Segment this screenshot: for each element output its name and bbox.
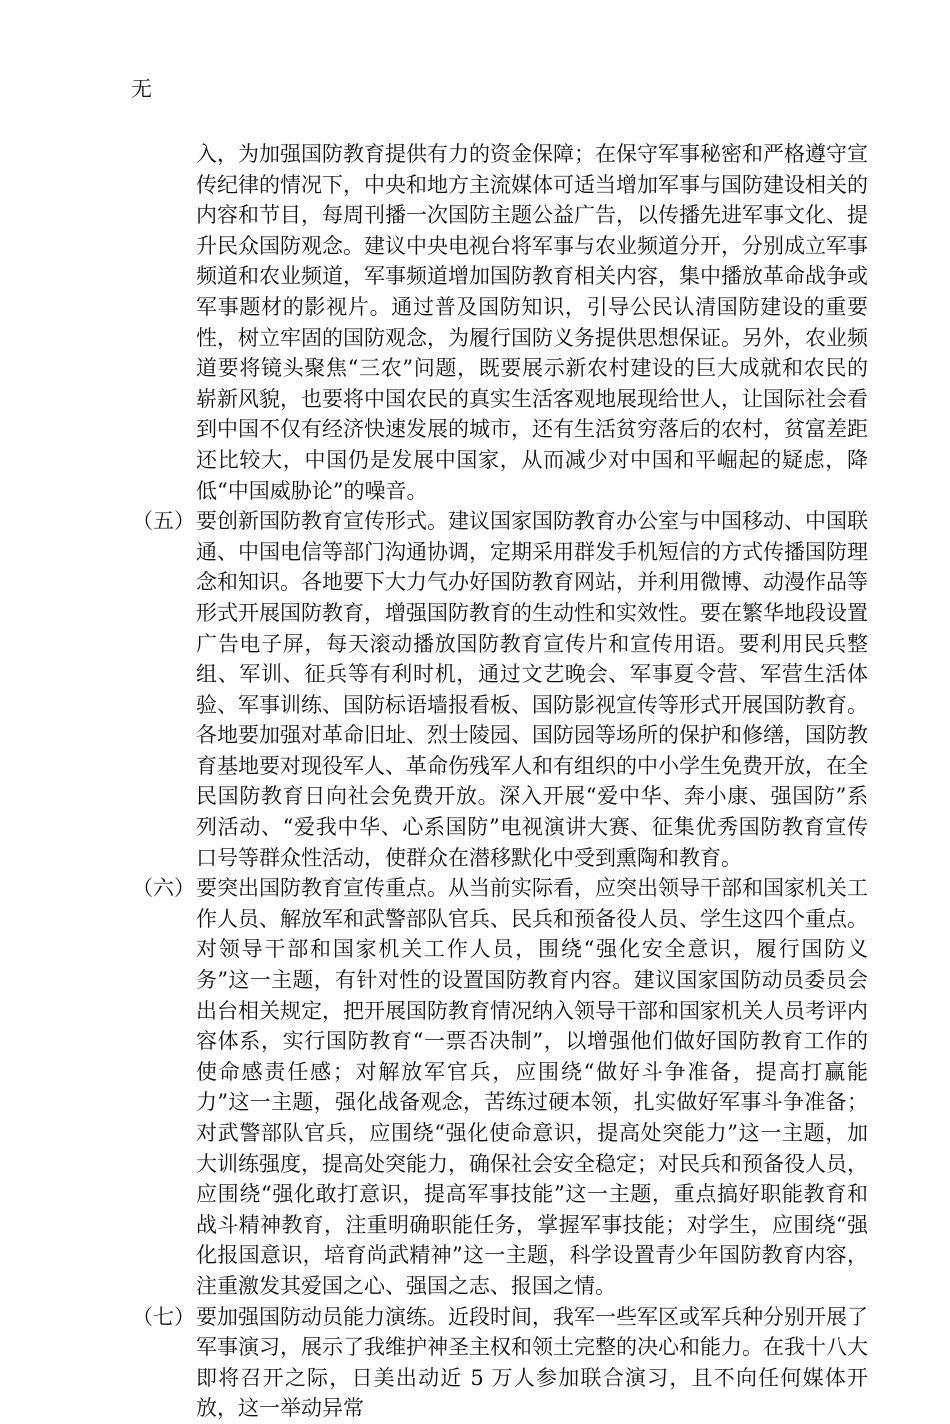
body-text <box>132 139 868 1424</box>
item-marker: （七） <box>132 1304 195 1329</box>
paragraph-text: 入，为加强国防教育提供有力的资金保障；在保守军事秘密和严格遵守宣传纪律的情况下，中央和地方主流媒体可适当增加军事与国防建设相关的内容和节目，每周刊播一次国防主题公益广告，以传播先进军事文化、提升民众国防观念。建议中央电视台将军事与农业频道分开，分别成立军事频道和农业频道，军事频道增加国防教育相关内容，集中播放革命战争或军事题材的影视片。通过普及国防知识，引导公民认清国防建设的重要性，树立牢固的国防观念，为履行国防义务提供思想保证。另外，农业频道要将镜头聚焦“三农”问题，既要展示新农村建设的巨大成就和农民的崭新风貌，也要将中国农民的真实生活客观地展现给世人，让国际社会看到中国不仅有经济快速发展的城市，还有生活贫穷落后的农村，贫富差距还比较大，中国仍是发展中国家，从而减少对中国和平崛起的疑虑，降低“中国威胁论”的噪音。 <box>196 142 868 503</box>
paragraph-item-6 <box>132 873 868 1301</box>
paragraph-text: 要加强国防动员能力演练。近段时间，我军一些军区或军兵种分别开展了军事演习，展示了我维护神圣主权和领土完整的决心和能力。在我十八大即将召开之际，日美出动近 5 万人参加联合演习，且不向任何媒体开放，这一举动异常 <box>196 1304 868 1421</box>
paragraph-text: 要创新国防教育宣传形式。建议国家国防教育办公室与中国移动、中国联通、中国电信等部门沟通协调，定期采用群发手机短信的方式传播国防理念和知识。各地要下大力气办好国防教育网站，并利用微博、动漫作品等形式开展国防教育，增强国防教育的生动性和实效性。要在繁华地段设置广告电子屏，每天滚动播放国防教育宣传片和宣传用语。要利用民兵整组、军训、征兵等有利时机，通过文艺晚会、军事夏令营、军营生活体验、军事训练、国防标语墙报看板、国防影视宣传等形式开展国防教育。各地要加强对革命旧址、烈士陵园、国防园等场所的保护和修缮，国防教育基地要对现役军人、革命伤残军人和有组织的中小学生免费开放，在全民国防教育日向社会免费开放。深入开展“爱中华、奔小康、强国防”系列活动、“爱我中华、心系国防”电视演讲大赛、征集优秀国防教育宣传口号等群众性活动，使群众在潜移默化中受到熏陶和教育。 <box>196 509 868 870</box>
item-marker: （五） <box>132 509 195 534</box>
paragraph-text: 要突出国防教育宣传重点。从当前实际看，应突出领导干部和国家机关工作人员、解放军和武警部队官兵、民兵和预备役人员、学生这四个重点。对领导干部和国家机关工作人员，围绕“强化安全意识，履行国防义务”这一主题，有针对性的设置国防教育内容。建议国家国防动员委员会出台相关规定，把开展国防教育情况纳入领导干部和国家机关人员考评内容体系，实行国防教育“一票否决制”，以增强他们做好国防教育工作的使命感责任感；对解放军官兵，应围绕“做好斗争准备，提高打赢能力”这一主题，强化战备观念，苦练过硬本领，扎实做好军事斗争准备；对武警部队官兵，应围绕“强化使命意识，提高处突能力”这一主题，加大训练强度，提高处突能力，确保社会安全稳定；对民兵和预备役人员，应围绕“强化敢打意识，提高军事技能”这一主题，重点搞好职能教育和战斗精神教育，注重明确职能任务，掌握军事技能；对学生，应围绕“强化报国意识，培育尚武精神”这一主题，科学设置青少年国防教育内容，注重激发其爱国之心、强国之志、报国之情。 <box>196 876 868 1298</box>
item-marker: （六） <box>132 876 195 901</box>
page-header: 无 <box>131 77 152 101</box>
paragraph-item-5 <box>132 506 868 873</box>
paragraph-item-7 <box>132 1302 868 1424</box>
paragraph-continued <box>196 139 868 506</box>
